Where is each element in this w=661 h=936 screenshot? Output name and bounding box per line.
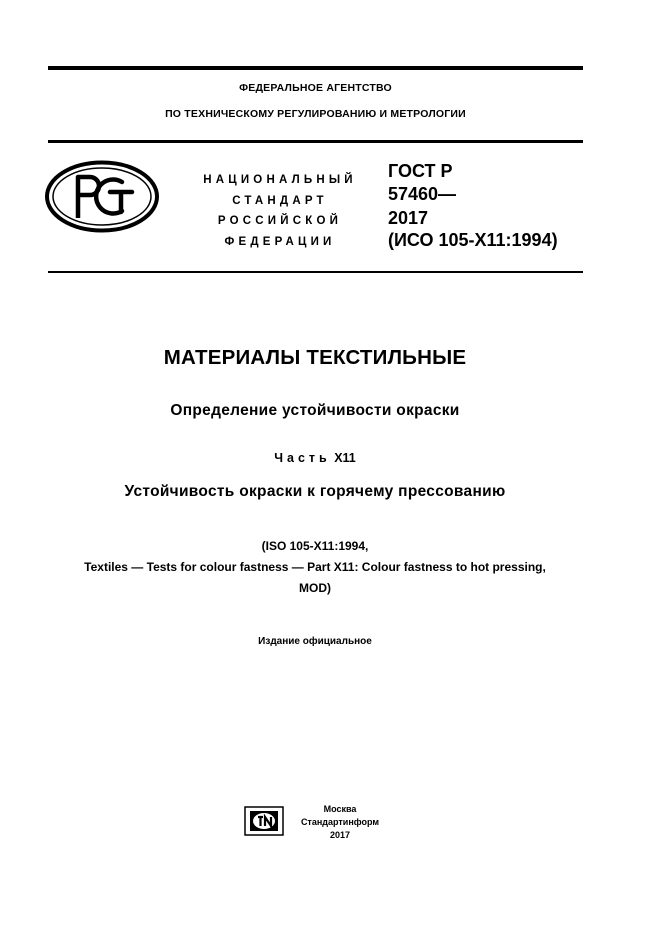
bottom-rule — [48, 271, 583, 273]
document-subtitle: Определение устойчивости окраски — [170, 402, 460, 419]
part-title: Устойчивость окраски к горячему прессованию — [124, 483, 506, 500]
publisher-year: 2017 — [329, 830, 351, 840]
designation-line-4: (ИСО 105-X11:1994) — [388, 230, 558, 250]
part-number: X11 — [334, 451, 356, 465]
designation-line-1: ГОСТ Р — [388, 161, 453, 181]
standartinform-logo-icon — [244, 806, 284, 836]
iso-reference-line-3: MOD) — [299, 581, 331, 595]
agency-line-2: ПО ТЕХНИЧЕСКОМУ РЕГУЛИРОВАНИЮ И МЕТРОЛОГИИ — [165, 108, 466, 120]
publisher-city: Москва — [323, 804, 357, 814]
agency-line-1: ФЕДЕРАЛЬНОЕ АГЕНТСТВО — [239, 82, 392, 94]
document-title: МАТЕРИАЛЫ ТЕКСТИЛЬНЫЕ — [163, 346, 467, 369]
national-standard-line-1: НАЦИОНАЛЬНЫЙ — [203, 174, 357, 186]
designation-line-3: 2017 — [388, 208, 429, 228]
rst-emblem-icon — [44, 160, 160, 233]
iso-reference-line-1: (ISO 105-X11:1994, — [261, 539, 369, 553]
part-heading — [30, 451, 600, 465]
national-standard-line-3: РОССИЙСКОЙ — [217, 215, 343, 227]
middle-rule — [48, 140, 583, 143]
publisher-name: Стандартинформ — [300, 817, 380, 827]
national-standard-line-2: СТАНДАРТ — [232, 195, 328, 207]
national-standard-line-4: ФЕДЕРАЦИИ — [224, 236, 336, 248]
part-word: Часть — [274, 451, 331, 465]
iso-reference-line-2: Textiles — Tests for colour fastness — Part X11: Colour fastness to hot pressing, — [84, 560, 546, 574]
edition-label: Издание официальное — [258, 636, 372, 647]
designation-line-2: 57460— — [388, 184, 457, 204]
top-rule — [48, 66, 583, 70]
